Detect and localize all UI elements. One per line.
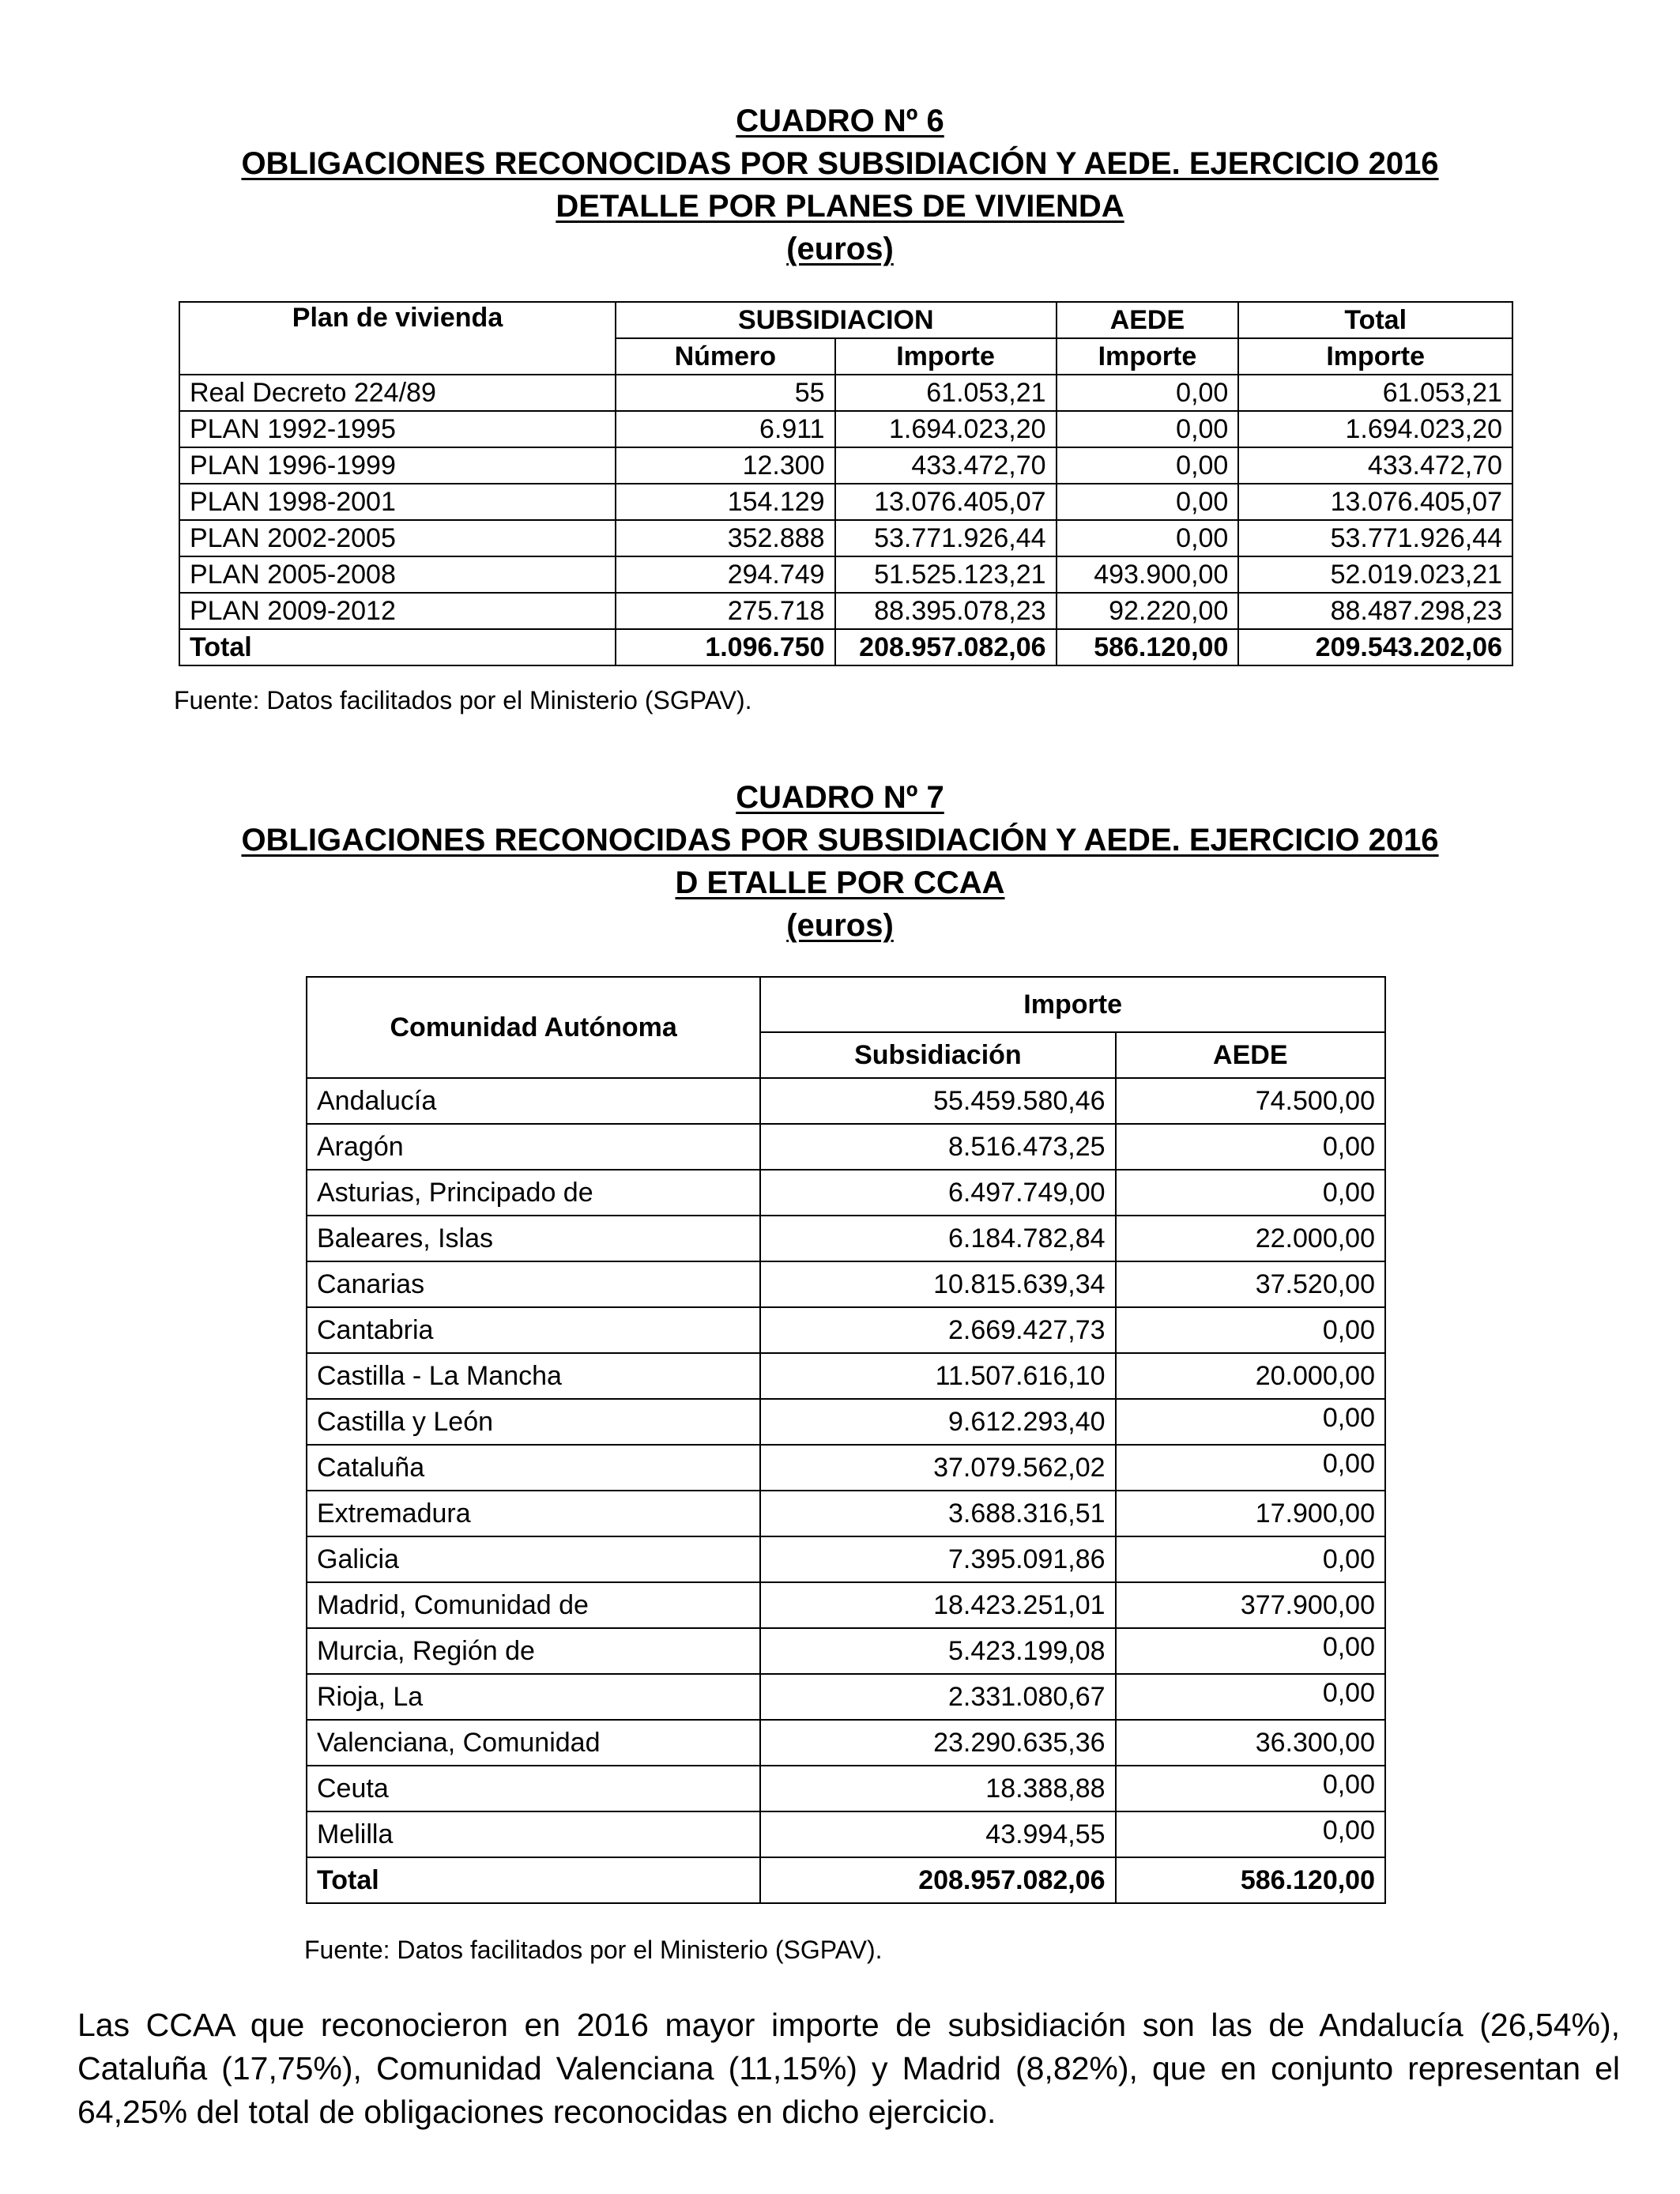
value-cell: 10.815.639,34 [760, 1261, 1115, 1307]
value-cell: 0,00 [1057, 411, 1239, 447]
value-cell: 37.079.562,02 [760, 1445, 1115, 1491]
row-label-cell: PLAN 1998-2001 [179, 484, 616, 520]
value-cell: 9.612.293,40 [760, 1399, 1115, 1445]
table-row [307, 1170, 1385, 1216]
table-row [307, 1674, 1385, 1720]
header-aede: AEDE [1057, 302, 1239, 338]
value-cell: 0,00 [1116, 1766, 1385, 1811]
value-cell: 52.019.023,21 [1238, 556, 1512, 593]
value-cell: 493.900,00 [1057, 556, 1239, 593]
value-cell: 1.096.750 [616, 629, 835, 665]
value-cell: 0,00 [1116, 1445, 1385, 1491]
value-cell: 0,00 [1057, 520, 1239, 556]
value-cell: 8.516.473,25 [760, 1124, 1115, 1170]
value-cell: 6.184.782,84 [760, 1216, 1115, 1261]
value-cell: 0,00 [1116, 1628, 1385, 1674]
header-plan: Plan de vivienda [179, 302, 616, 375]
value-cell: 0,00 [1116, 1399, 1385, 1445]
row-label-cell: PLAN 2009-2012 [179, 593, 616, 629]
value-cell: 92.220,00 [1057, 593, 1239, 629]
row-label-cell: Baleares, Islas [307, 1216, 760, 1261]
value-cell: 13.076.405,07 [835, 484, 1057, 520]
value-cell: 0,00 [1116, 1674, 1385, 1720]
row-label-cell: Ceuta [307, 1766, 760, 1811]
summary-paragraph: Las CCAA que reconocieron en 2016 mayor importe de subsidiación son las de Andalucía (26,54%), Cataluña (17,75%), Comunidad Valenciana (11,15%) y Madrid (8,82%), que en conjunto representan el 64,25% del total de obligaciones reconocidas en dicho ejercicio. [77, 2007, 1620, 2130]
total-row [179, 629, 1512, 665]
value-cell: 0,00 [1116, 1536, 1385, 1582]
row-label-cell: PLAN 1992-1995 [179, 411, 616, 447]
table-row [307, 1078, 1385, 1124]
value-cell: 0,00 [1116, 1811, 1385, 1857]
table-row [307, 1766, 1385, 1811]
value-cell: 22.000,00 [1116, 1216, 1385, 1261]
value-cell: 0,00 [1057, 375, 1239, 411]
table-row [307, 1399, 1385, 1445]
row-label-cell: Total [307, 1857, 760, 1903]
cuadro7-units: (euros) [786, 908, 894, 943]
cuadro6-source: Fuente: Datos facilitados por el Ministerio (SGPAV). [174, 686, 752, 714]
value-cell: 23.290.635,36 [760, 1720, 1115, 1766]
row-label-cell: Castilla - La Mancha [307, 1353, 760, 1399]
value-cell: 1.694.023,20 [1238, 411, 1512, 447]
value-cell: 20.000,00 [1116, 1353, 1385, 1399]
cuadro6-title: CUADRO Nº 6 [736, 104, 944, 138]
table-row [307, 1307, 1385, 1353]
table-row [307, 1720, 1385, 1766]
value-cell: 53.771.926,44 [835, 520, 1057, 556]
row-label-cell: Real Decreto 224/89 [179, 375, 616, 411]
value-cell: 0,00 [1116, 1307, 1385, 1353]
value-cell: 74.500,00 [1116, 1078, 1385, 1124]
value-cell: 61.053,21 [835, 375, 1057, 411]
header-aede: AEDE [1116, 1032, 1385, 1078]
cuadro7-detail: D ETALLE POR CCAA [675, 865, 1005, 900]
table-row [307, 1536, 1385, 1582]
header-numero: Número [616, 338, 835, 375]
cuadro7-body [307, 1078, 1385, 1903]
table-row [307, 1445, 1385, 1491]
value-cell: 208.957.082,06 [760, 1857, 1115, 1903]
row-label-cell: Galicia [307, 1536, 760, 1582]
value-cell: 13.076.405,07 [1238, 484, 1512, 520]
row-label-cell: Melilla [307, 1811, 760, 1857]
row-label-cell: Rioja, La [307, 1674, 760, 1720]
value-cell: 377.900,00 [1116, 1582, 1385, 1628]
value-cell: 55 [616, 375, 835, 411]
value-cell: 352.888 [616, 520, 835, 556]
value-cell: 88.487.298,23 [1238, 593, 1512, 629]
total-row [307, 1857, 1385, 1903]
table-row [307, 1353, 1385, 1399]
cuadro7-source: Fuente: Datos facilitados por el Ministerio (SGPAV). [304, 1936, 883, 1964]
row-label-cell: Cantabria [307, 1307, 760, 1353]
value-cell: 433.472,70 [835, 447, 1057, 484]
value-cell: 88.395.078,23 [835, 593, 1057, 629]
value-cell: 53.771.926,44 [1238, 520, 1512, 556]
value-cell: 294.749 [616, 556, 835, 593]
header-importe-total: Importe [1238, 338, 1512, 375]
row-label-cell: Castilla y León [307, 1399, 760, 1445]
value-cell: 36.300,00 [1116, 1720, 1385, 1766]
table-row [307, 1261, 1385, 1307]
table-row [307, 1491, 1385, 1536]
table-row [307, 1811, 1385, 1857]
header-subsidiacion: Subsidiación [760, 1032, 1115, 1078]
value-cell: 275.718 [616, 593, 835, 629]
value-cell: 208.957.082,06 [835, 629, 1057, 665]
cuadro6-units: (euros) [786, 232, 894, 266]
row-label-cell: PLAN 2002-2005 [179, 520, 616, 556]
table-row [179, 484, 1512, 520]
row-label-cell: Total [179, 629, 616, 665]
table-row [307, 1582, 1385, 1628]
cuadro6-detail: DETALLE POR PLANES DE VIVIENDA [556, 189, 1124, 224]
value-cell: 6.497.749,00 [760, 1170, 1115, 1216]
table-row [179, 411, 1512, 447]
table-row [179, 375, 1512, 411]
table-row [179, 447, 1512, 484]
value-cell: 0,00 [1116, 1170, 1385, 1216]
row-label-cell: PLAN 2005-2008 [179, 556, 616, 593]
table-row [307, 1628, 1385, 1674]
header-importe: Importe [760, 977, 1385, 1032]
cuadro6-heading [0, 100, 1680, 270]
cuadro7-heading [0, 776, 1680, 947]
header-importe-aede: Importe [1057, 338, 1239, 375]
value-cell: 586.120,00 [1116, 1857, 1385, 1903]
row-label-cell: Andalucía [307, 1078, 760, 1124]
value-cell: 2.669.427,73 [760, 1307, 1115, 1353]
row-label-cell: Valenciana, Comunidad [307, 1720, 760, 1766]
value-cell: 154.129 [616, 484, 835, 520]
header-total: Total [1238, 302, 1512, 338]
row-label-cell: Asturias, Principado de [307, 1170, 760, 1216]
value-cell: 51.525.123,21 [835, 556, 1057, 593]
row-label-cell: Canarias [307, 1261, 760, 1307]
row-label-cell: Aragón [307, 1124, 760, 1170]
table-row [307, 1124, 1385, 1170]
value-cell: 433.472,70 [1238, 447, 1512, 484]
row-label-cell: Cataluña [307, 1445, 760, 1491]
value-cell: 18.388,88 [760, 1766, 1115, 1811]
cuadro6-body [179, 375, 1512, 665]
value-cell: 0,00 [1116, 1124, 1385, 1170]
value-cell: 37.520,00 [1116, 1261, 1385, 1307]
value-cell: 0,00 [1057, 447, 1239, 484]
header-comunidad: Comunidad Autónoma [307, 977, 760, 1078]
value-cell: 18.423.251,01 [760, 1582, 1115, 1628]
value-cell: 6.911 [616, 411, 835, 447]
cuadro6-subtitle: OBLIGACIONES RECONOCIDAS POR SUBSIDIACIÓN Y AEDE. EJERCICIO 2016 [241, 146, 1439, 181]
cuadro7-title: CUADRO Nº 7 [736, 780, 944, 815]
value-cell: 55.459.580,46 [760, 1078, 1115, 1124]
row-label-cell: Murcia, Región de [307, 1628, 760, 1674]
value-cell: 11.507.616,10 [760, 1353, 1115, 1399]
cuadro6-table [179, 301, 1513, 666]
row-label-cell: Madrid, Comunidad de [307, 1582, 760, 1628]
value-cell: 586.120,00 [1057, 629, 1239, 665]
value-cell: 3.688.316,51 [760, 1491, 1115, 1536]
header-subsidiacion: SUBSIDIACION [616, 302, 1056, 338]
row-label-cell: Extremadura [307, 1491, 760, 1536]
cuadro7-subtitle: OBLIGACIONES RECONOCIDAS POR SUBSIDIACIÓN Y AEDE. EJERCICIO 2016 [241, 823, 1439, 858]
value-cell: 43.994,55 [760, 1811, 1115, 1857]
value-cell: 7.395.091,86 [760, 1536, 1115, 1582]
value-cell: 0,00 [1057, 484, 1239, 520]
table-row [179, 520, 1512, 556]
row-label-cell: PLAN 1996-1999 [179, 447, 616, 484]
cuadro7-table [306, 976, 1386, 1904]
value-cell: 61.053,21 [1238, 375, 1512, 411]
table-row [307, 1216, 1385, 1261]
value-cell: 5.423.199,08 [760, 1628, 1115, 1674]
header-importe-subsidiacion: Importe [835, 338, 1057, 375]
value-cell: 12.300 [616, 447, 835, 484]
value-cell: 17.900,00 [1116, 1491, 1385, 1536]
table-row [179, 556, 1512, 593]
table-row [179, 593, 1512, 629]
value-cell: 2.331.080,67 [760, 1674, 1115, 1720]
value-cell: 209.543.202,06 [1238, 629, 1512, 665]
value-cell: 1.694.023,20 [835, 411, 1057, 447]
